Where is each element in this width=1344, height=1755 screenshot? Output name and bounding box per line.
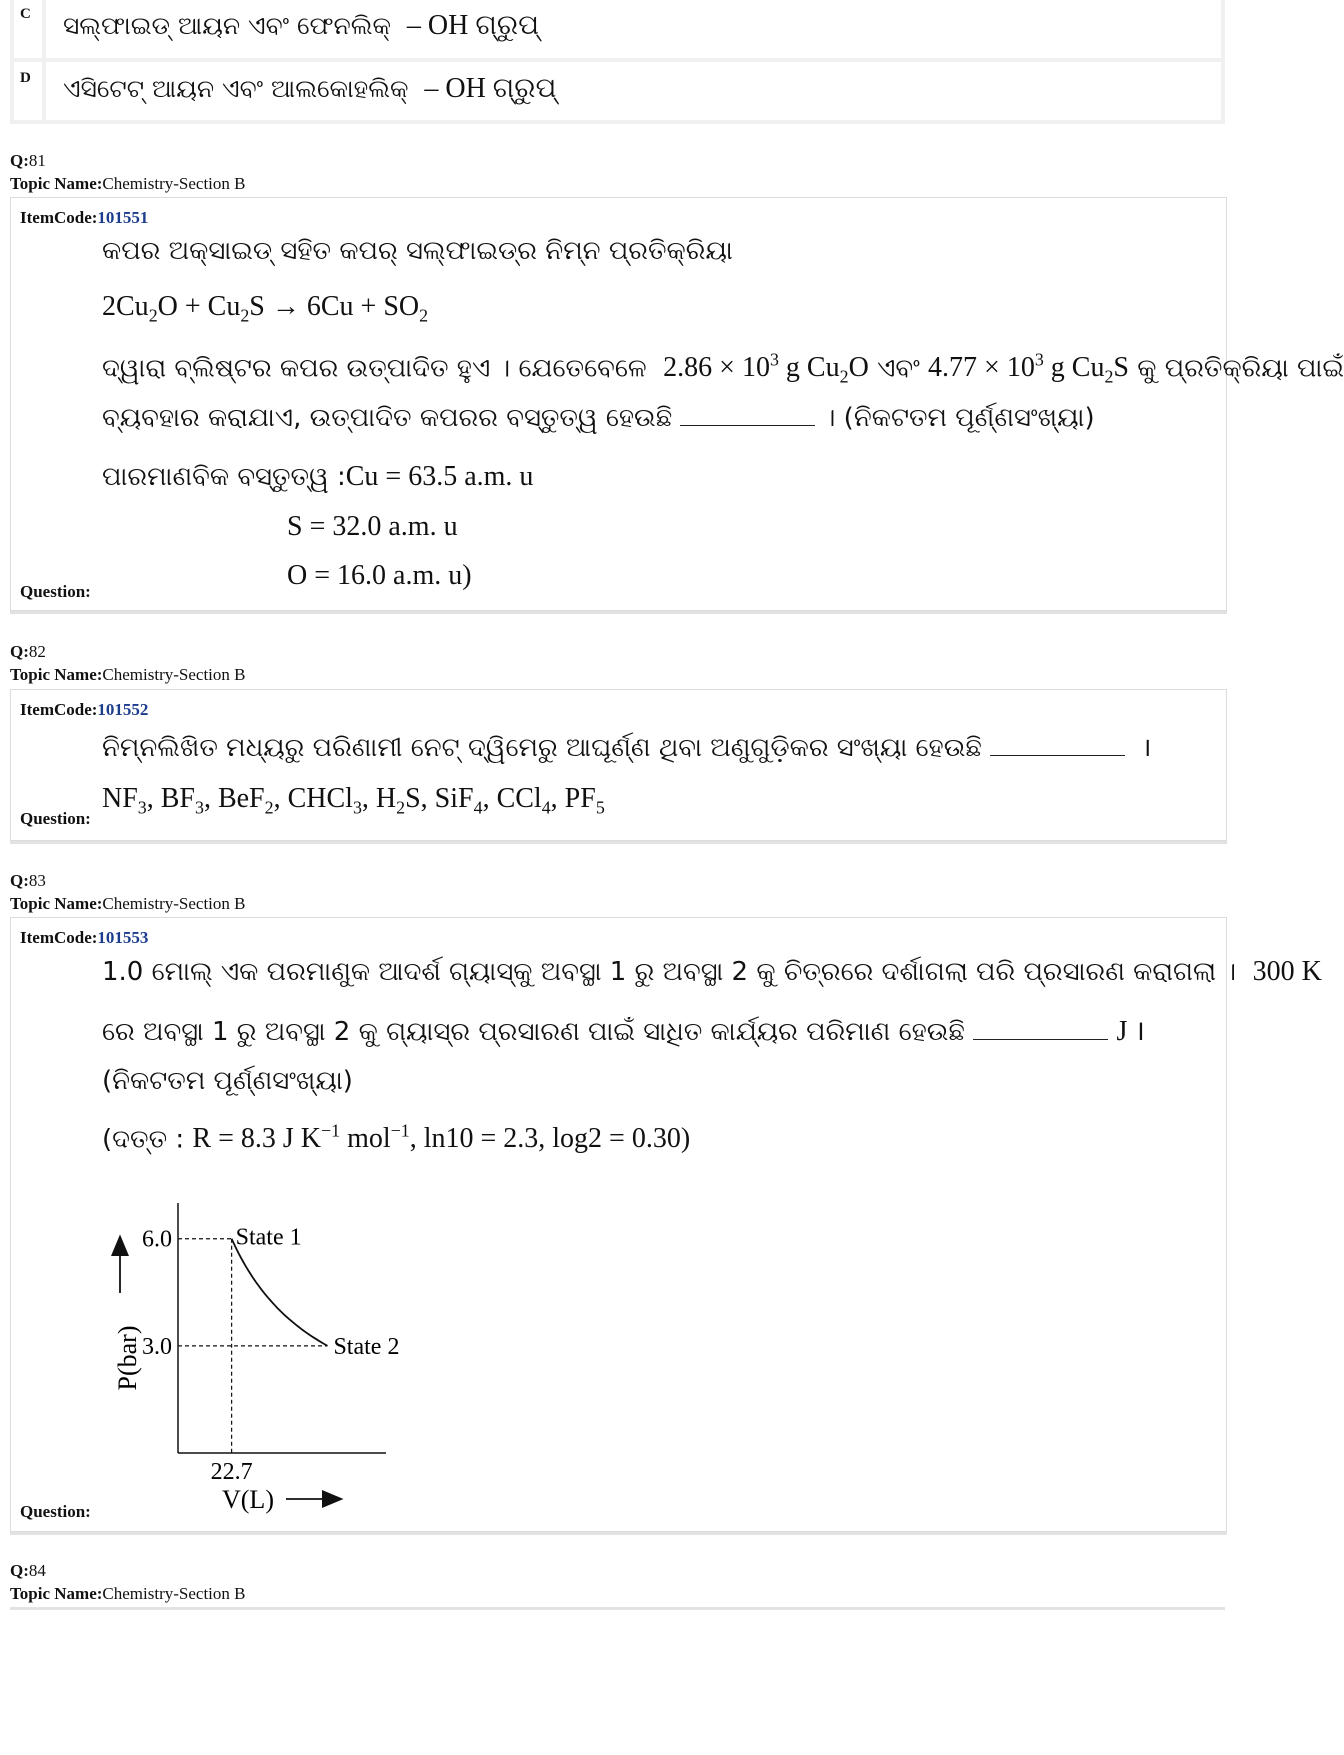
q84-topic: Topic Name:Chemistry-Section B [10,1584,246,1603]
option-d-text: ଏସିଟେଟ୍ ଆୟନ ଏବଂ ଆଲକୋହଲିକ୍ – OH ଗ୍ରୁପ୍ [63,73,557,104]
q82-question-label: Question: [20,809,91,828]
molecule-formula: $NF_3$, [102,783,161,818]
q83-question-label: Question: [20,1502,91,1521]
answer-blank [680,425,815,426]
molecule-formula: CCl$_4$, [496,783,565,818]
molecule-formula: $PF_5$ [564,783,605,818]
option-c-text: ସଲ୍‌ଫାଇଡ୍ ଆୟନ ଏବଂ ଫେନଲିକ୍ – OH ଗ୍ରୁପ୍ [63,10,540,41]
q84-label: Q:84 [10,1561,46,1580]
q82-label: Q:82 [10,642,46,661]
options-block [10,0,1225,124]
q84-card-edge [10,1607,1225,1610]
q81-line3: ଦ୍ୱାରା ବ୍ଲିଷ୍ଟର କପର ଉତ୍ପାଦିତ ହୁଏ । ଯେତେବେଳେ $2.86 \times 10^3$ g $Cu_2O$ ଏବଂ $4.77 \times 10^3$ g $Cu_2S$ କୁ ପ୍ରତିକ୍ରିୟା ପାଇଁ [102,350,1344,387]
q81-atomic-mass-s: S = 32.0 a.m. u [287,511,458,542]
q81-line1: କପର ଅକ୍ସାଇଡ୍ ସହିତ କପର୍ ସଲ୍‌ଫାଇଡ୍‌ର ନିମ୍ନ ପ୍ରତିକ୍ରିୟା [102,236,733,266]
answer-blank [990,755,1125,756]
state-1-label: State 1 [235,1224,302,1251]
option-d-letter: D [20,70,31,86]
q83-topic: Topic Name:Chemistry-Section B [10,894,246,913]
molecule-formula: CHCl$_3$, [287,783,376,818]
molecule-formula: BeF$_2$, [217,783,288,818]
molecule-formula: $H_2S$, [375,783,435,818]
q81-label: Q:81 [10,151,46,170]
option-c-letter: C [20,6,31,22]
y-tick-label: 6.0 [142,1226,172,1253]
molecule-formula: SiF$_4$, [434,783,497,818]
q81-itemcode: ItemCode:101551 [20,208,149,227]
q81-atomic-mass-o: O = 16.0 a.m. u) [287,560,472,591]
q83-card [10,917,1322,1532]
pv-diagram [106,1173,466,1514]
q83-line2: ରେ ଅବସ୍ଥା 1 ରୁ ଅବସ୍ଥା 2 କୁ ଗ୍ୟାସ୍‌ର ପ୍ରସାରଣ ପାଇଁ ସାଧିତ କାର୍ଯ୍ୟର ପରିମାଣ ହେଉଛି J । [102,1016,1145,1047]
q81-question-label: Question: [20,582,91,601]
q82-topic: Topic Name:Chemistry-Section B [10,665,246,684]
x-tick-label: 22.7 [210,1459,253,1485]
q83-itemcode: ItemCode:101553 [20,928,149,947]
y-tick-label: 3.0 [142,1333,172,1360]
q81-atomic-mass-cu: ପାରମାଣବିକ ବସ୍ତୁତ୍ୱ :Cu = 63.5 a.m. u [102,461,534,492]
isotherm-curve [232,1239,328,1346]
q83-label: Q:83 [10,871,46,890]
q82-line1: ନିମ୍ନଲିଖିତ ମଧ୍ୟରୁ ପରିଣାମୀ ନେଟ୍ ଦ୍ୱିମେରୁ ଆଘୂର୍ଣ୍ଣ ଥିବା ଅଣୁଗୁଡ଼ିକର ସଂଖ୍ୟା ହେଉଛି । [102,733,1152,763]
q83-line3: (ନିକଟତମ ପୂର୍ଣ୍ଣସଂଖ୍ୟା) [102,1066,353,1096]
q81-topic: Topic Name:Chemistry-Section B [10,174,246,193]
state-2-label: State 2 [333,1333,400,1360]
y-axis-label: P(bar) [113,1325,142,1391]
q81-line4: ବ୍ୟବହାର କରାଯାଏ, ଉତ୍ପାଦିତ କପରର ବସ୍ତୁତ୍ୱ ହେଉଛି । (ନିକଟତମ ପୂର୍ଣ୍ଣସଂଖ୍ୟା) [102,403,1095,433]
x-axis-label: V(L) [222,1485,274,1514]
answer-blank [973,1039,1108,1040]
q82-itemcode: ItemCode:101552 [20,700,149,719]
q83-given: (ଦତ୍ତ : R = 8.3 J $K^{-1}$ mol$^{-1}$, ln10 = 2.3, log2 = 0.30) [102,1121,691,1155]
q83-line1: 1.0 ମୋଲ୍ ଏକ ପରମାଣୁକ ଆଦର୍ଶ ଗ୍ୟାସ୍‌କୁ ଅବସ୍ଥା 1 ରୁ ଅବସ୍ଥା 2 କୁ ଚିତ୍ରରେ ଦର୍ଶାଗଲା ପରି ପ୍ରସାରଣ କରାଗଲା । 300 K [102,956,1322,987]
q82-card [10,689,1227,841]
q81-equation: $2Cu_2O + Cu_2S \to 6Cu + SO_2$ [102,291,429,326]
molecule-formula: $BF_3$, [160,783,218,818]
q82-molecules [102,783,605,819]
q81-card [10,197,1344,611]
